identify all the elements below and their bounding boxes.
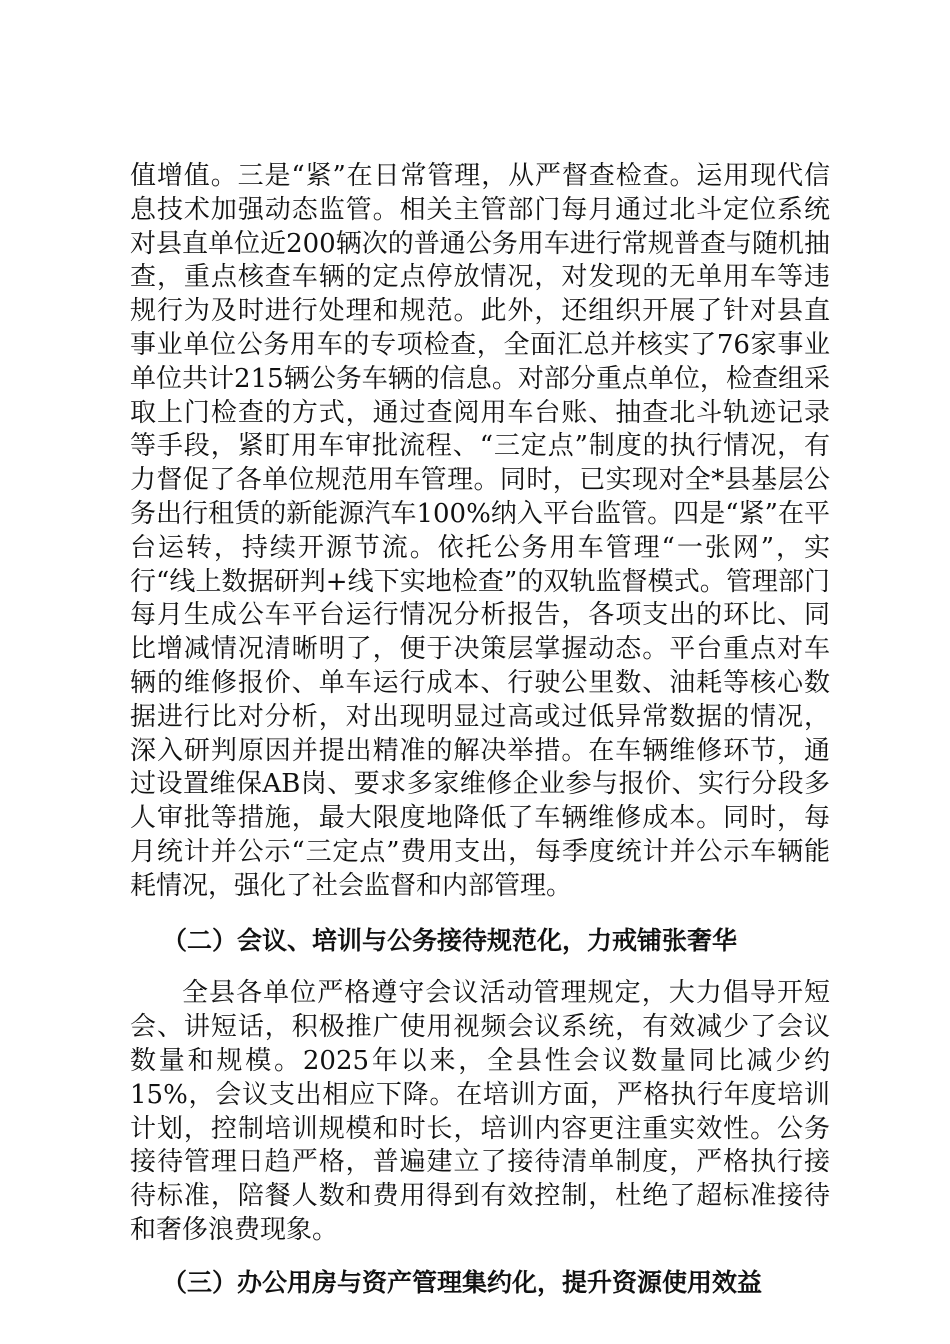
body-paragraph-vehicle-management: 值增值。三是“紧”在日常管理，从严督查检查。运用现代信息技术加强动态监管。相关主管部门每月通过北斗定位系统对县直单位近200辆次的普通公务用车进行常规普查与随机抽查，重点核查车辆的定点停放情况，对发现的无单用车等违规行为及时进行处理和规范。此外，还组织开展了针对县直事业单位公务用车的专项检查，全面汇总并核实了76家事业单位共计215辆公务车辆的信息。对部分重点单位，检查组采取上门检查的方式，通过查阅用车台账、抽查北斗轨迹记录等手段，紧盯用车审批流程、“三定点”制度的执行情况，有力督促了各单位规范用车管理。同时，已实现对全*县基层公务出行租赁的新能源汽车100%纳入平台监管。四是“紧”在平台运转，持续开源节流。依托公务用车管理“一张网”，实行“线上数据研判+线下实地检查”的双轨监督模式。管理部门每月生成公车平台运行情况分析报告，各项支出的环比、同比增减情况清晰明了，便于决策层掌握动态。平台重点对车辆的维修报价、单车运行成本、行驶公里数、油耗等核心数据进行比对分析，对出现明显过高或过低异常数据的情况，深入研判原因并提出精准的解决举措。在车辆维修环节，通过设置维保AB岗、要求多家维修企业参与报价、实行分段多人审批等措施，最大限度地降低了车辆维修成本。同时，每月统计并公示“三定点”费用支出，每季度统计并公示车辆能耗情况，强化了社会监督和内部管理。 <box>130 161 830 901</box>
section-heading-office-space-assets: （三）办公用房与资产管理集约化，提升资源使用效益 <box>162 1267 763 1297</box>
body-paragraph-meetings-training-reception: 全县各单位严格遵守会议活动管理规定，大力倡导开短会、讲短话，积极推广使用视频会议系统，有效减少了会议数量和规模。2025年以来，全县性会议数量同比减少约15%，会议支出相应下降。在培训方面，严格执行年度培训计划，控制培训规模和时长，培训内容更注重实效性。公务接待管理日趋严格，普遍建立了接待清单制度，严格执行接待标准，陪餐人数和费用得到有效控制，杜绝了超标准接待和奢侈浪费现象。 <box>130 978 830 1245</box>
section-heading-meetings-training-reception: （二）会议、培训与公务接待规范化，力戒铺张奢华 <box>162 925 738 955</box>
document-body <box>130 160 830 1300</box>
